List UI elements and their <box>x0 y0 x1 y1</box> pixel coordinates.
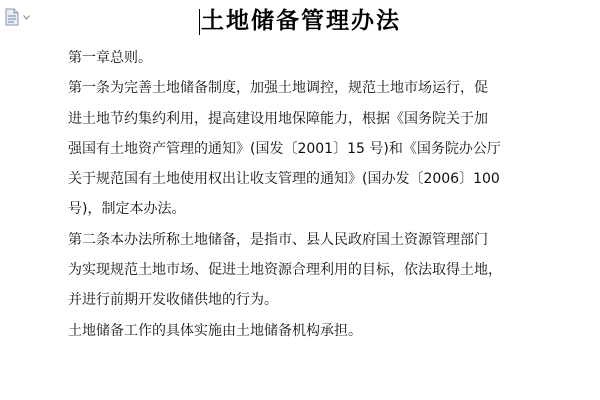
text-cursor <box>199 9 200 35</box>
article-2-line[interactable]: 并进行前期开发收储供地的行为。 <box>68 292 278 309</box>
chapter-heading[interactable]: 第一章总则。 <box>68 50 152 66</box>
document-title[interactable]: 土地储备管理办法 <box>201 7 401 34</box>
title-row <box>0 4 600 38</box>
document-body[interactable] <box>68 43 548 346</box>
article-1-line[interactable]: 进土地节约集约利用，提高建设用地保障能力，根据《国务院关于加 <box>68 110 488 127</box>
article-1-line[interactable]: 关于规范国有土地使用权出让收支管理的通知》(国办发〔2006〕100 <box>68 171 500 188</box>
article-2-line[interactable]: 第二条本办法所称土地储备，是指市、县人民政府国土资源管理部门 <box>68 231 488 248</box>
article-1-line[interactable]: 号)，制定本办法。 <box>68 201 186 218</box>
closing-paragraph[interactable]: 土地储备工作的具体实施由土地储备机构承担。 <box>68 322 362 339</box>
article-1-line[interactable]: 强国有土地资产管理的通知》(国发〔2001〕15 号)和《国务院办公厅 <box>68 140 501 157</box>
article-1-line[interactable]: 第一条为完善土地储备制度，加强土地调控，规范土地市场运行，促 <box>68 80 488 97</box>
article-2-line[interactable]: 为实现规范土地市场、促进土地资源合理利用的目标，依法取得土地， <box>68 262 502 279</box>
